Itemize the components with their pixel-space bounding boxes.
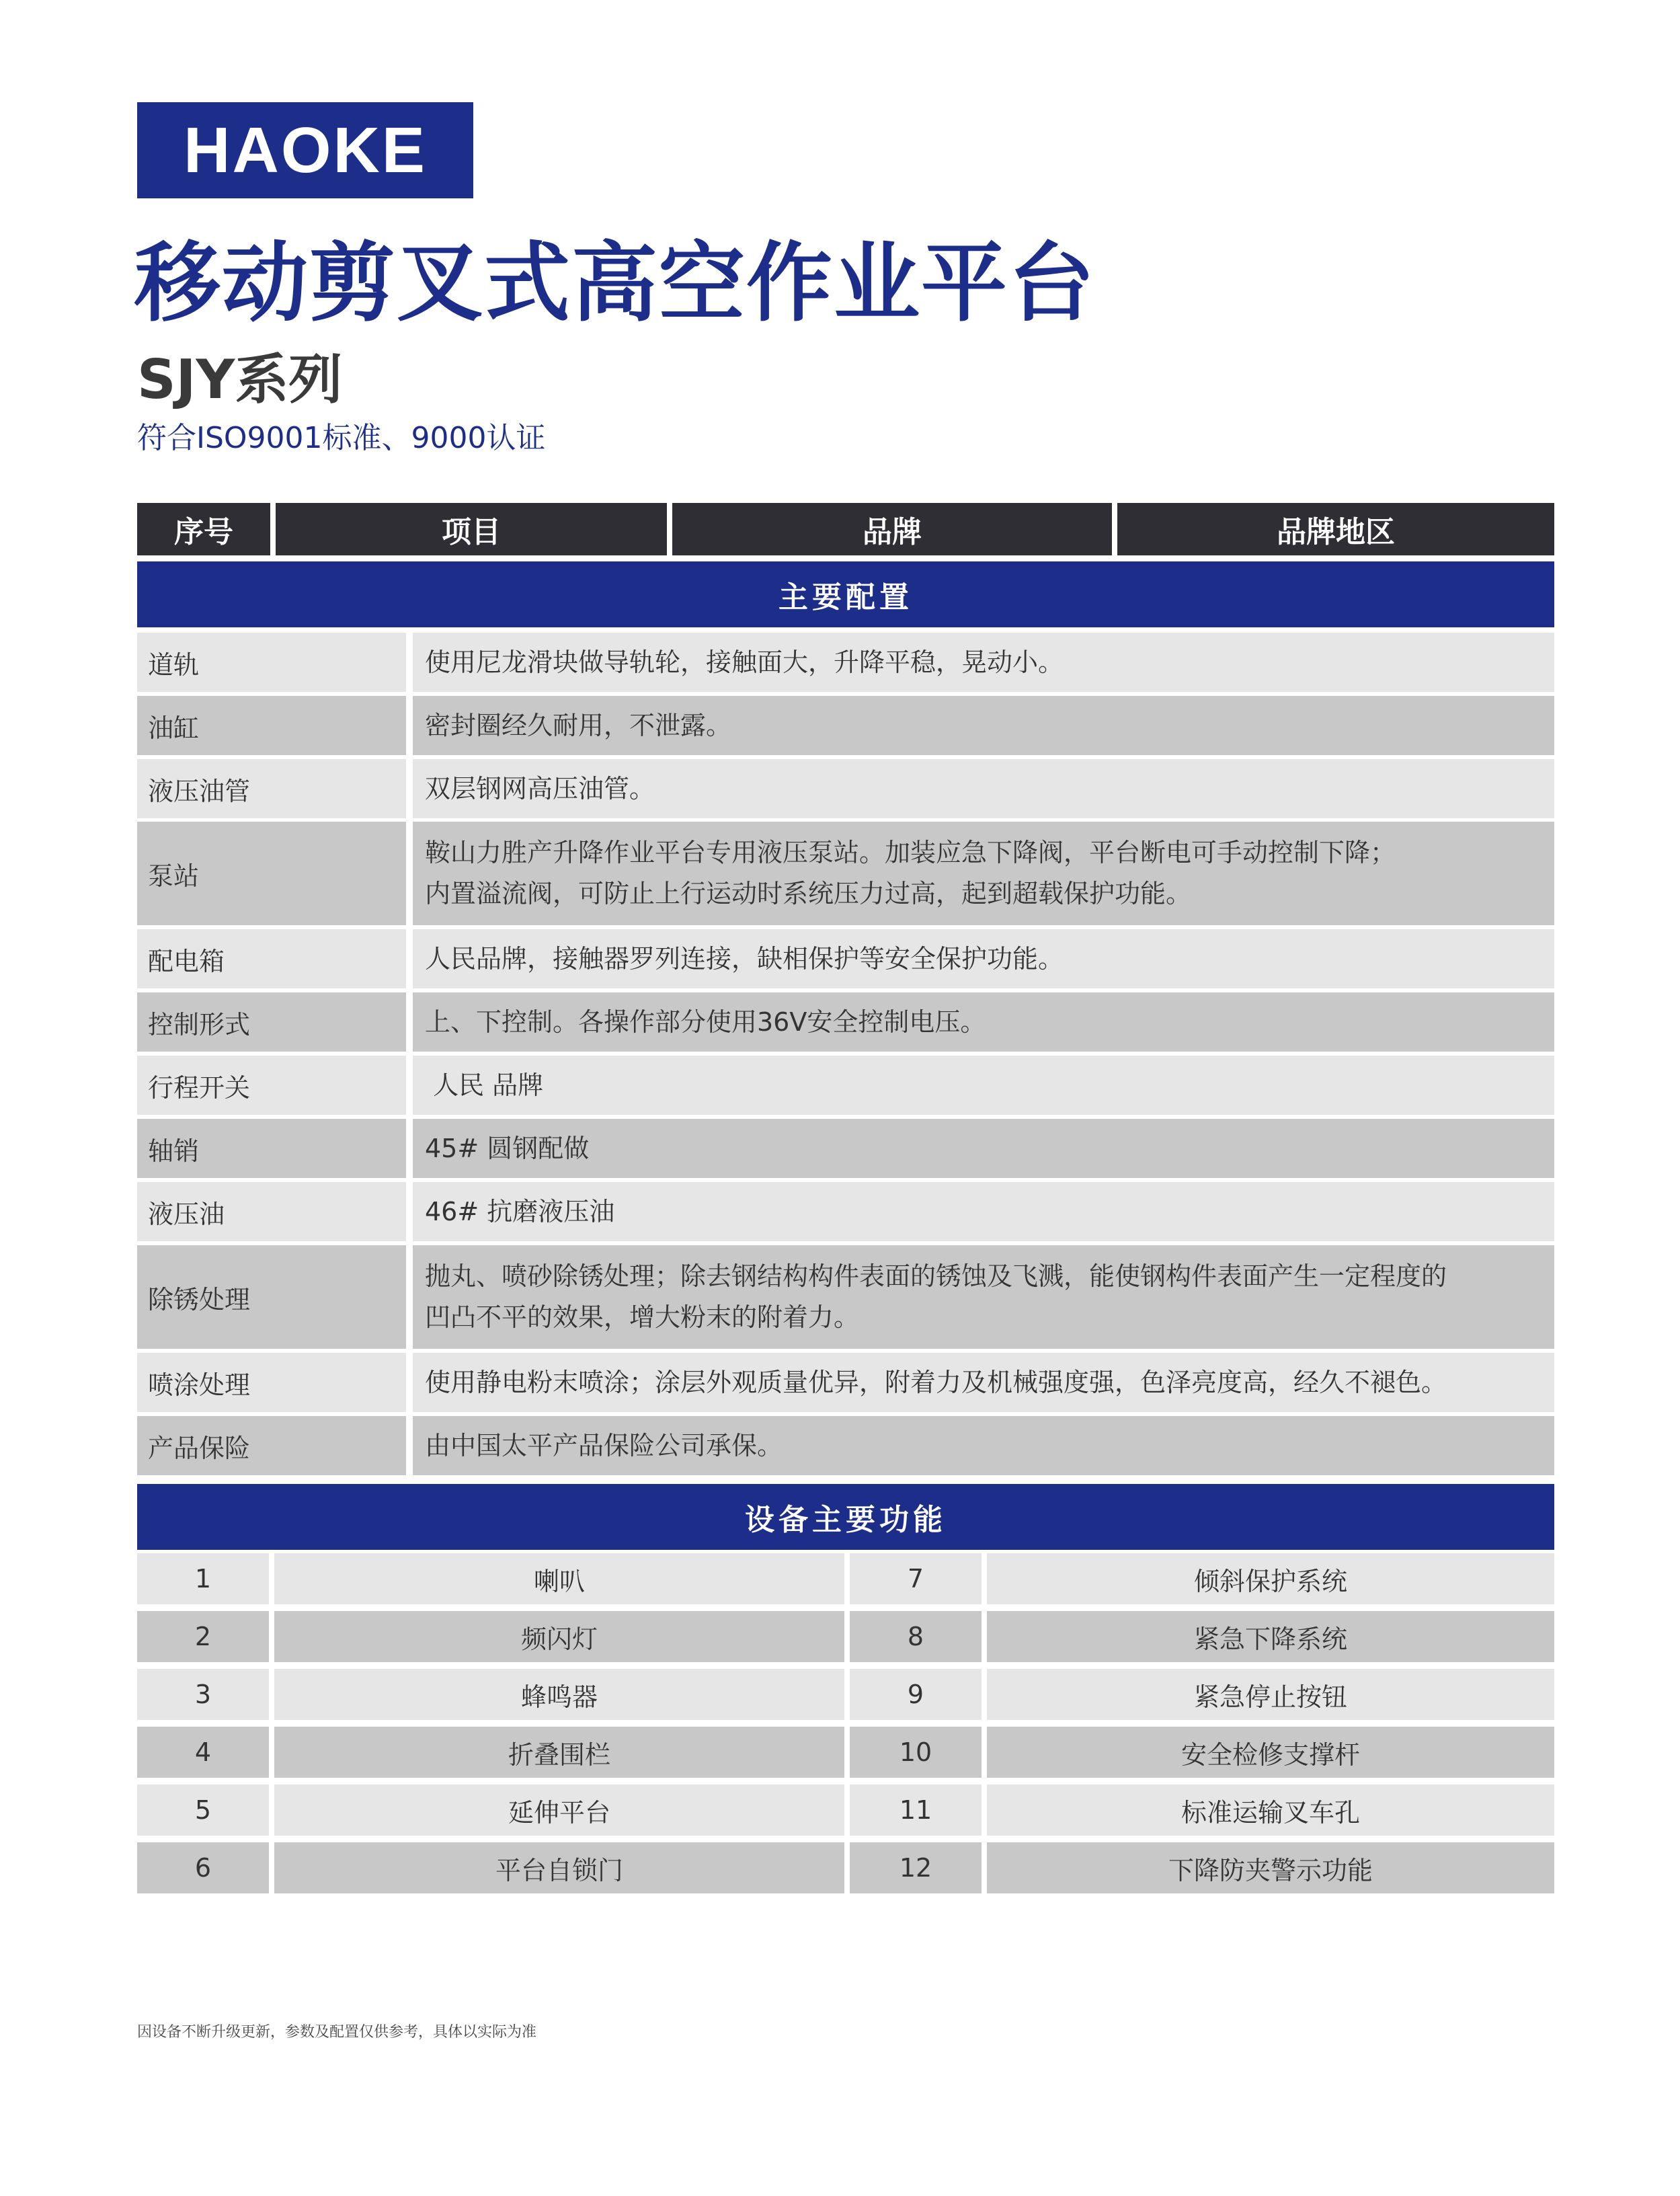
certification-text: 符合ISO9001标准、9000认证 bbox=[137, 421, 546, 455]
function-number: 11 bbox=[850, 1785, 982, 1836]
page-title: 移动剪叉式高空作业平台 bbox=[134, 233, 1096, 334]
config-row bbox=[137, 1353, 1554, 1412]
config-description-line: 人民 品牌 bbox=[425, 1070, 544, 1100]
config-row bbox=[137, 1416, 1554, 1475]
function-name: 频闪灯 bbox=[274, 1611, 844, 1662]
function-name: 下降防夹警示功能 bbox=[987, 1842, 1554, 1893]
function-number: 12 bbox=[850, 1842, 982, 1893]
config-description-line: 人民品牌，接触器罗列连接，缺相保护等安全保护功能。 bbox=[425, 943, 1064, 974]
config-description-line: 45# 圆钢配做 bbox=[425, 1133, 590, 1163]
function-row bbox=[137, 1842, 1554, 1893]
function-name: 紧急下降系统 bbox=[987, 1611, 1554, 1662]
config-row bbox=[137, 1056, 1554, 1115]
function-name: 平台自锁门 bbox=[274, 1842, 844, 1893]
config-item-description bbox=[413, 1353, 1554, 1412]
config-item-name: 行程开关 bbox=[137, 1056, 406, 1115]
config-item-name: 液压油管 bbox=[137, 759, 406, 818]
config-row bbox=[137, 759, 1554, 818]
function-row bbox=[137, 1611, 1554, 1662]
function-number: 5 bbox=[137, 1785, 269, 1836]
config-description-line: 凹凸不平的效果，增大粉末的附着力。 bbox=[425, 1302, 860, 1332]
function-number: 6 bbox=[137, 1842, 269, 1893]
config-item-name: 泵站 bbox=[137, 822, 406, 925]
config-item-name: 道轨 bbox=[137, 633, 406, 692]
function-number: 9 bbox=[850, 1669, 982, 1720]
function-number: 3 bbox=[137, 1669, 269, 1720]
brand-logo-text: HAOKE bbox=[184, 114, 427, 186]
function-number: 2 bbox=[137, 1611, 269, 1662]
config-item-description bbox=[413, 1416, 1554, 1475]
function-name: 标准运输叉车孔 bbox=[987, 1785, 1554, 1836]
config-description-line: 46# 抗磨液压油 bbox=[425, 1196, 615, 1226]
config-description-line: 使用静电粉末喷涂；涂层外观质量优异，附着力及机械强度强，色泽亮度高，经久不褪色。 bbox=[425, 1367, 1447, 1397]
function-name: 安全检修支撑杆 bbox=[987, 1727, 1554, 1778]
config-item-name: 轴销 bbox=[137, 1119, 406, 1178]
config-row bbox=[137, 822, 1554, 925]
function-name: 紧急停止按钮 bbox=[987, 1669, 1554, 1720]
config-description-line: 使用尼龙滑块做导轨轮，接触面大，升降平稳，晃动小。 bbox=[425, 647, 1064, 677]
function-row bbox=[137, 1553, 1554, 1604]
footnote: 因设备不断升级更新，参数及配置仅供参考，具体以实际为准 bbox=[137, 2024, 537, 2041]
header-cell-brand-region: 品牌地区 bbox=[1117, 503, 1554, 555]
function-number: 4 bbox=[137, 1727, 269, 1778]
header-cell-item: 项目 bbox=[276, 503, 667, 555]
function-name: 蜂鸣器 bbox=[274, 1669, 844, 1720]
config-description-line: 内置溢流阀，可防止上行运动时系统压力过高，起到超载保护功能。 bbox=[425, 879, 1192, 908]
config-description-line: 由中国太平产品保险公司承保。 bbox=[425, 1430, 783, 1460]
config-item-description bbox=[413, 696, 1554, 755]
function-row bbox=[137, 1727, 1554, 1778]
header-cell-brand: 品牌 bbox=[672, 503, 1112, 555]
config-item-description bbox=[413, 1056, 1554, 1115]
config-description-line: 抛丸、喷砂除锈处理；除去钢结构构件表面的锈蚀及飞溅，能使钢构件表面产生一定程度的 bbox=[425, 1261, 1447, 1292]
config-item-description bbox=[413, 1119, 1554, 1178]
config-description-line: 鞍山力胜产升降作业平台专用液压泵站。加装应急下降阀，平台断电可手动控制下降； bbox=[425, 838, 1396, 868]
config-item-name: 控制形式 bbox=[137, 992, 406, 1052]
config-row bbox=[137, 929, 1554, 988]
series-subtitle: SJY系列 bbox=[137, 348, 343, 411]
config-row bbox=[137, 1245, 1554, 1349]
config-item-description bbox=[413, 759, 1554, 818]
config-item-description bbox=[413, 929, 1554, 988]
function-row bbox=[137, 1669, 1554, 1720]
function-number: 10 bbox=[850, 1727, 982, 1778]
config-item-description bbox=[413, 992, 1554, 1052]
function-name: 倾斜保护系统 bbox=[987, 1553, 1554, 1604]
config-description-line: 上、下控制。各操作部分使用36V安全控制电压。 bbox=[425, 1007, 986, 1037]
function-number: 1 bbox=[137, 1553, 269, 1604]
config-item-description bbox=[413, 822, 1554, 925]
config-item-description bbox=[413, 633, 1554, 692]
config-item-description bbox=[413, 1245, 1554, 1349]
function-name: 折叠围栏 bbox=[274, 1727, 844, 1778]
config-row bbox=[137, 633, 1554, 692]
brand-logo bbox=[137, 102, 473, 198]
function-number: 8 bbox=[850, 1611, 982, 1662]
config-section-title: 主要配置 bbox=[137, 561, 1554, 627]
function-name: 喇叭 bbox=[274, 1553, 844, 1604]
functions-section-title: 设备主要功能 bbox=[137, 1484, 1554, 1550]
config-item-name: 除锈处理 bbox=[137, 1245, 406, 1349]
config-item-name: 液压油 bbox=[137, 1182, 406, 1241]
config-description-line: 密封圈经久耐用，不泄露。 bbox=[425, 710, 732, 740]
function-number: 7 bbox=[850, 1553, 982, 1604]
config-row bbox=[137, 1182, 1554, 1241]
function-row bbox=[137, 1785, 1554, 1836]
config-item-name: 喷涂处理 bbox=[137, 1353, 406, 1412]
config-description-line: 双层钢网高压油管。 bbox=[425, 773, 655, 803]
config-row bbox=[137, 696, 1554, 755]
config-item-name: 配电箱 bbox=[137, 929, 406, 988]
config-row bbox=[137, 992, 1554, 1052]
config-item-description bbox=[413, 1182, 1554, 1241]
config-item-name: 油缸 bbox=[137, 696, 406, 755]
config-item-name: 产品保险 bbox=[137, 1416, 406, 1475]
config-row bbox=[137, 1119, 1554, 1178]
header-cell-number: 序号 bbox=[137, 503, 270, 555]
function-name: 延伸平台 bbox=[274, 1785, 844, 1836]
table-header-row bbox=[137, 503, 1554, 555]
